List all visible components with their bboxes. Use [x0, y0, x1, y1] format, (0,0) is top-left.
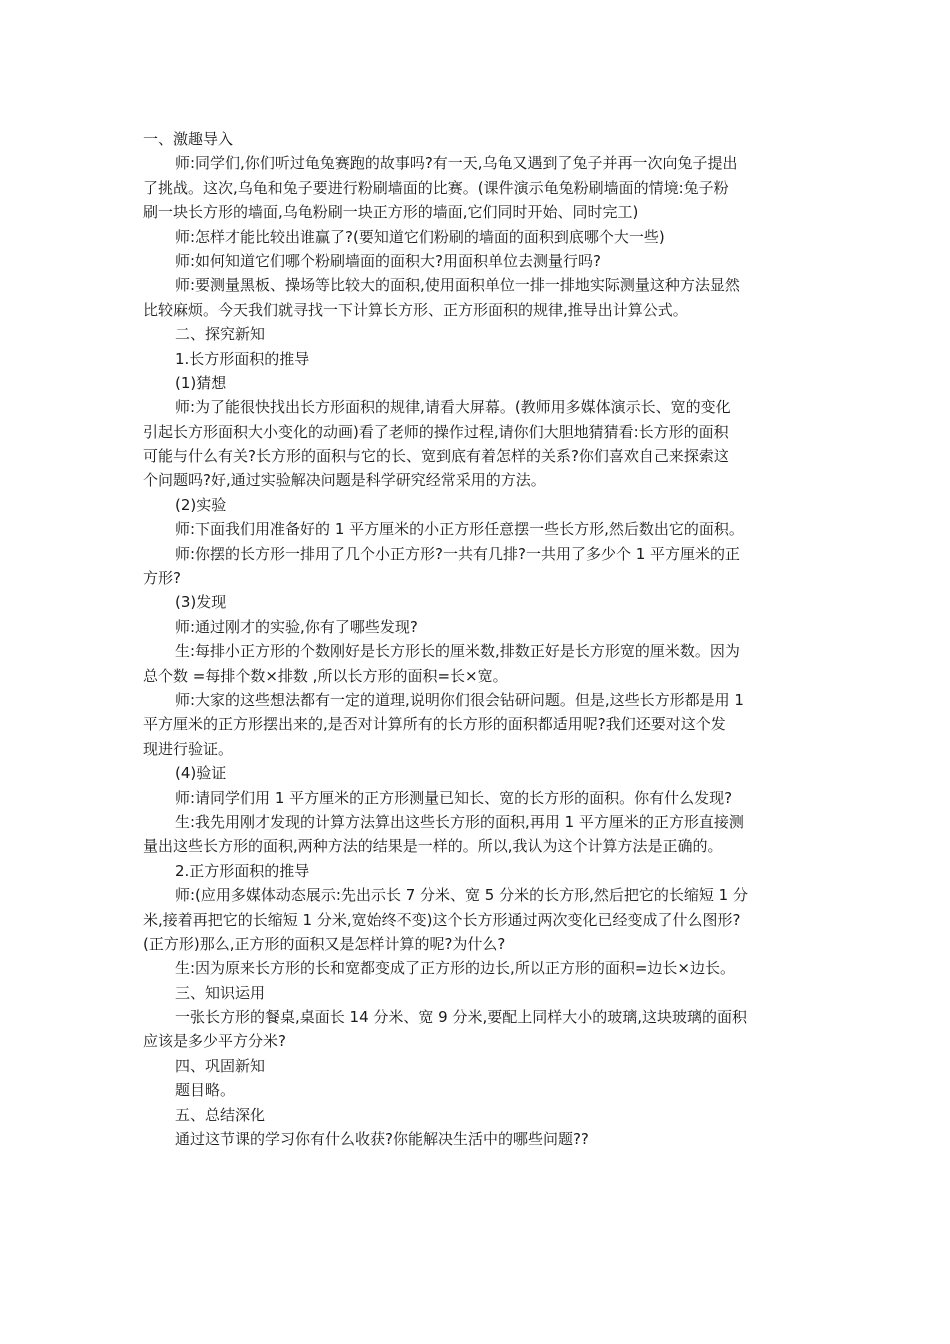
text-line: 师:通过刚才的实验,你有了哪些发现? [175, 617, 418, 636]
text-line: 师:怎样才能比较出谁赢了?(要知道它们粉刷的墙面的面积到底哪个大一些) [175, 227, 665, 246]
text-line: 师:你摆的长方形一排用了几个小正方形?一共有几排?一共用了多少个 1 平方厘米的正 [175, 544, 741, 563]
text-line: 刷一块长方形的墙面,乌龟粉刷一块正方形的墙面,它们同时开始、同时完工) [143, 203, 639, 222]
text-line: 题目略。 [175, 1081, 236, 1100]
text-line: 一张长方形的餐桌,桌面长 14 分米、宽 9 分米,要配上同样大小的玻璃,这块玻璃的面积 [175, 1008, 748, 1027]
text-line: 比较麻烦。今天我们就寻找一下计算长方形、正方形面积的规律,推导出计算公式。 [143, 300, 688, 319]
text-line: (2)实验 [175, 495, 227, 514]
text-line: 师:要测量黑板、操场等比较大的面积,使用面积单位一排一排地实际测量这种方法显然 [175, 276, 740, 295]
text-line: 五、总结深化 [175, 1105, 266, 1124]
text-line: 生:每排小正方形的个数刚好是长方形长的厘米数,排数正好是长方形宽的厘米数。因为 [175, 642, 740, 661]
text-line: 了挑战。这次,乌龟和兔子要进行粉刷墙面的比赛。(课件演示龟兔粉刷墙面的情境:兔子粉 [143, 178, 729, 197]
text-line: 一、激趣导入 [143, 130, 234, 148]
text-line: 方形? [143, 569, 181, 588]
text-line: (4)验证 [175, 764, 227, 783]
text-line: 总个数 =每排个数×排数 ,所以长方形的面积=长×宽。 [143, 666, 508, 685]
text-line: 应该是多少平方分米? [143, 1032, 286, 1051]
text-line: 个问题吗?好,通过实验解决问题是科学研究经常采用的方法。 [143, 471, 546, 490]
text-line: 量出这些长方形的面积,两种方法的结果是一样的。所以,我认为这个计算方法是正确的。 [143, 837, 723, 856]
text-line: (正方形)那么,正方形的面积又是怎样计算的呢?为什么? [143, 934, 506, 953]
text-line: 师:大家的这些想法都有一定的道理,说明你们很会钻研问题。但是,这些长方形都是用 1 [175, 690, 744, 709]
text-line: 师:为了能很快找出长方形面积的规律,请看大屏幕。(教师用多媒体演示长、宽的变化 [175, 398, 731, 417]
text-line: 师:下面我们用准备好的 1 平方厘米的小正方形任意摆一些长方形,然后数出它的面积。 [175, 520, 744, 539]
text-line: 师:(应用多媒体动态展示:先出示长 7 分米、宽 5 分米的长方形,然后把它的长缩短 1 分 [175, 886, 748, 905]
text-line: 2.正方形面积的推导 [175, 861, 310, 880]
text-line: 生:因为原来长方形的长和宽都变成了正方形的边长,所以正方形的面积=边长×边长。 [175, 959, 735, 978]
text-line: 可能与什么有关?长方形的面积与它的长、宽到底有着怎样的关系?你们喜欢自己来探索这 [143, 447, 729, 466]
text-line: 1.长方形面积的推导 [175, 349, 310, 368]
text-line: 引起长方形面积大小变化的动画)看了老师的操作过程,请你们大胆地猜猜看:长方形的面积 [143, 422, 729, 441]
text-line: 师:请同学们用 1 平方厘米的正方形测量已知长、宽的长方形的面积。你有什么发现? [175, 788, 733, 807]
text-line: 四、巩固新知 [175, 1056, 266, 1075]
text-line: 生:我先用刚才发现的计算方法算出这些长方形的面积,再用 1 平方厘米的正方形直接测 [175, 812, 744, 831]
text-line: 三、知识运用 [175, 983, 266, 1002]
text-line: (1)猜想 [175, 373, 227, 392]
text-line: (3)发现 [175, 593, 227, 612]
document-body [143, 127, 809, 1151]
text-line: 平方厘米的正方形摆出来的,是否对计算所有的长方形的面积都适用呢?我们还要对这个发 [143, 715, 726, 734]
text-line: 二、探究新知 [175, 325, 266, 344]
text-line: 师:同学们,你们听过龟兔赛跑的故事吗?有一天,乌龟又遇到了兔子并再一次向兔子提出 [175, 154, 738, 173]
text-line: 师:如何知道它们哪个粉刷墙面的面积大?用面积单位去测量行吗? [175, 251, 601, 270]
text-line: 通过这节课的学习你有什么收获?你能解决生活中的哪些问题?? [175, 1130, 589, 1149]
text-line: 米,接着再把它的长缩短 1 分米,宽始终不变)这个长方形通过两次变化已经变成了什么图形? [143, 910, 741, 929]
text-line: 现进行验证。 [143, 739, 234, 758]
